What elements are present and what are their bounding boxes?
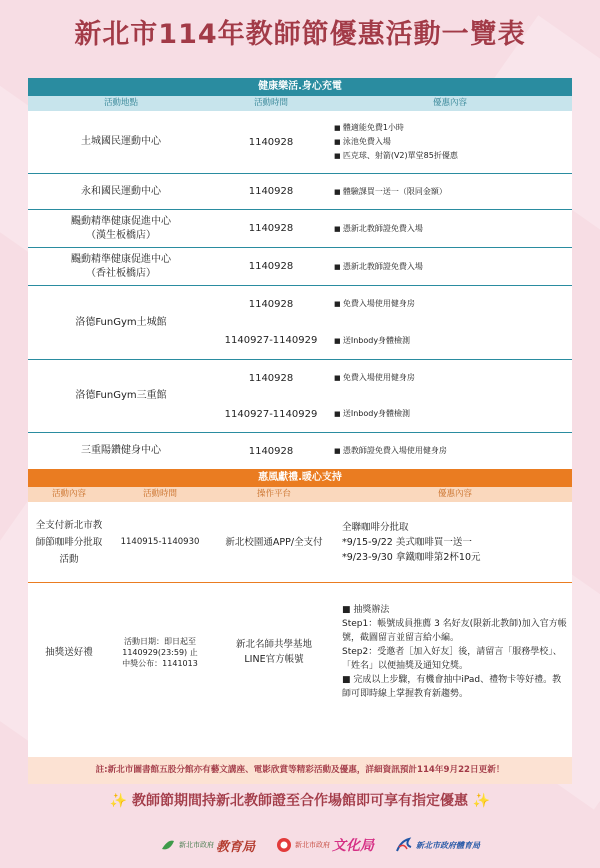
row-time: 1140927-1140929	[224, 335, 318, 347]
step-1: Step1：帳號成員推薦 3 名好友(限新北教師)加入官方帳號，截圖留言並留言給小編。	[342, 619, 567, 643]
platform-line: LINE官方帳號	[244, 654, 304, 665]
sport-runner-icon	[395, 837, 413, 853]
gov-label: 新北市政府	[179, 841, 214, 849]
benefit-item: ■ 送Inbody身體檢測	[334, 334, 572, 348]
header-place: 活動地點	[103, 98, 138, 108]
rules-heading-text: 抽獎辦法	[353, 605, 390, 615]
row-time: 1140928	[248, 136, 294, 148]
culture-label: 文化局	[332, 838, 374, 854]
row-benefits	[328, 360, 572, 396]
table-row	[28, 433, 572, 469]
place-branch: （香社板橋店）	[86, 267, 156, 279]
row-benefits	[328, 323, 572, 360]
benefit-item: ■ 體驗課買一送一（限同金額）	[334, 185, 572, 199]
sub-row	[214, 323, 572, 360]
gift-platform	[210, 583, 338, 721]
benefit-line: *9/23-9/30 拿鐵咖啡第2杯10元	[342, 551, 481, 563]
row-place: 永和國民運動中心	[81, 185, 161, 197]
step-2: Step2：受邀者［加入好友］後，請留言「服務學校」、「姓名」以便抽獎及通知兌獎。	[342, 647, 562, 671]
benefit-line: 全聯咖啡分批取	[342, 521, 409, 533]
table-row	[28, 502, 572, 583]
split-cells	[214, 286, 572, 359]
benefit-item: ■ 憑新北教師證免費入場	[334, 222, 572, 236]
platform-line: 新北名師共學基地	[235, 639, 312, 650]
gift-benefits	[338, 502, 572, 582]
benefit-item: ■ 憑新北教師證免費入場	[334, 260, 572, 274]
header-content: 活動內容	[51, 489, 86, 499]
sparkle-icon: ✨	[109, 793, 128, 809]
sub-row	[214, 360, 572, 396]
row-time: 1140928	[248, 445, 294, 457]
prize-note: ■ 完成以上步驟，有機會抽中iPad、禮物卡等好禮。教師可即時線上掌握教育新趨勢。	[342, 675, 562, 699]
culture-logo	[276, 835, 374, 855]
sparkle-icon: ✨	[472, 793, 491, 809]
row-benefits	[328, 248, 572, 285]
content-line: 活動	[59, 553, 79, 565]
time-line: 中獎公布：1141013	[122, 658, 198, 668]
header-benefit: 優惠內容	[437, 489, 472, 499]
table-row	[28, 111, 572, 174]
place-branch: （漢生板橋店）	[86, 229, 156, 241]
row-benefits	[328, 433, 572, 469]
row-place: 洛德FunGym土城館	[75, 316, 167, 328]
header-time: 活動時間	[253, 98, 288, 108]
row-benefits	[328, 396, 572, 432]
gift-content: 抽獎送好禮	[45, 646, 93, 658]
footnote: 註:新北市圖書館五股分館亦有藝文講座、電影欣賞等精彩活動及優惠，詳細資訊預計114年9月22日更新！	[28, 757, 572, 784]
time-line: 1140929(23:59) 止	[122, 647, 198, 657]
health-table-header	[28, 96, 572, 111]
gift-section-title: 惠風獻禮.暖心支持	[28, 469, 572, 487]
row-time: 1140928	[248, 261, 294, 272]
time-line: 活動日期：即日起至	[123, 636, 196, 646]
benefit-item: ■ 免費入場使用健身房	[334, 371, 572, 385]
content-line: 全支付新北市教	[35, 519, 103, 531]
culture-emblem-icon	[276, 837, 292, 853]
promo-banner	[0, 790, 600, 810]
gift-benefits	[338, 583, 572, 721]
benefit-item: ■ 體適能免費1小時	[334, 121, 572, 135]
gift-table-header	[28, 487, 572, 502]
header-time: 活動時間	[142, 489, 177, 499]
sponsor-logos	[160, 828, 480, 862]
row-place: 洛德FunGym三重館	[75, 390, 167, 401]
content-line: 師節咖啡分批取	[35, 536, 103, 548]
row-benefits	[328, 286, 572, 323]
table-row	[28, 583, 572, 721]
row-place	[28, 210, 214, 247]
benefit-item: ■ 送Inbody身體檢測	[334, 407, 572, 421]
row-time: 1140928	[248, 372, 294, 384]
row-time: 1140927-1140929	[224, 408, 318, 420]
page-title: 新北市114年教師節優惠活動一覽表	[74, 19, 526, 50]
gift-content	[28, 502, 110, 582]
gift-platform: 新北校園通APP/全支付	[225, 536, 323, 548]
row-benefits	[328, 111, 572, 173]
place-name: 颺動精準健康促進中心	[71, 215, 171, 227]
sport-label: 新北市政府體育局	[415, 840, 480, 850]
row-time: 1140928	[248, 186, 294, 197]
prize-note-text: 完成以上步驟，有機會抽中iPad、禮物卡等好禮。教師可即時線上掌握教育新趨勢。	[342, 675, 562, 699]
benefit-item: ■ 憑教師證免費入場使用健身房	[334, 444, 572, 458]
table-row	[28, 174, 572, 210]
education-label: 教育局	[216, 839, 256, 855]
row-place: 三重陽鑽健身中心	[81, 445, 161, 456]
rules-heading: ■ 抽獎辦法	[342, 605, 390, 615]
place-name: 颺動精準健康促進中心	[71, 253, 171, 265]
benefit-line: *9/15-9/22 美式咖啡買一送一	[342, 536, 472, 548]
split-cells	[214, 360, 572, 432]
sub-row	[214, 286, 572, 323]
row-benefits	[328, 174, 572, 209]
sport-logo	[395, 837, 480, 853]
gift-time: 1140915-1140930	[120, 536, 200, 547]
health-table	[28, 111, 572, 469]
sub-row	[214, 396, 572, 432]
table-row	[28, 360, 572, 433]
header-benefit: 優惠內容	[432, 98, 467, 108]
table-row	[28, 210, 572, 248]
row-place: 土城國民運動中心	[81, 136, 161, 147]
banner-text: 教師節期間持新北教師證至合作場館即可享有指定優惠	[132, 793, 468, 809]
gov-label: 新北市政府	[295, 841, 330, 849]
gift-time	[110, 583, 210, 721]
benefit-item: ■ 泳池免費入場	[334, 135, 572, 149]
row-place	[28, 248, 214, 285]
benefit-item: ■ 匹克球、射箭(V2)單堂85折優惠	[334, 149, 572, 163]
table-row	[28, 286, 572, 360]
benefit-item: ■ 免費入場使用健身房	[334, 297, 572, 311]
header-platform: 操作平台	[256, 489, 291, 499]
ntpc-leaf-icon	[160, 837, 176, 853]
row-time: 1140928	[248, 298, 294, 310]
row-time: 1140928	[248, 223, 294, 234]
education-logo	[160, 836, 255, 855]
row-benefits	[328, 210, 572, 247]
table-row	[28, 248, 572, 286]
health-section-title: 健康樂活.身心充電	[28, 78, 572, 96]
content-card	[28, 78, 572, 784]
